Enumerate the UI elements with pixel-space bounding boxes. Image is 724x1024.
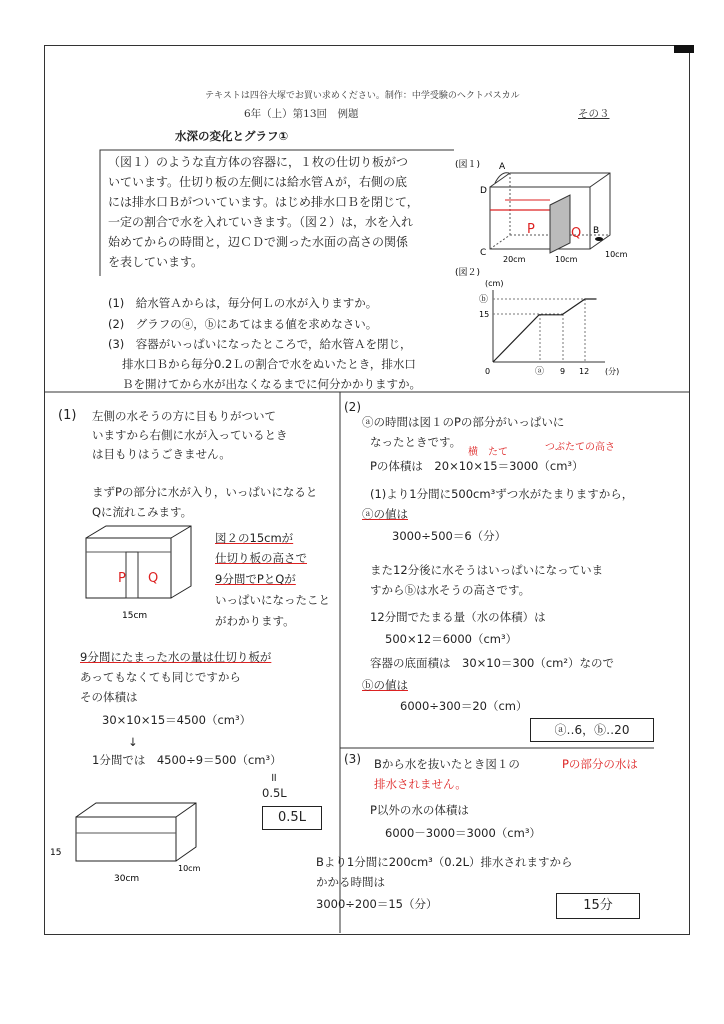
fig1-label-p: P [527, 222, 535, 237]
sol2-calc: 3000÷500＝6（分） [392, 529, 507, 543]
sol1-sketch-tank [78, 522, 208, 622]
figure-2-graph [455, 266, 655, 378]
sol3-line: Bから水を抜いたとき図１の [374, 757, 520, 771]
problem-line: を表しています。 [108, 255, 204, 269]
question-3-line3: Ｂを開けてから水が出なくなるまでに何分かかりますか。 [122, 377, 421, 391]
sol2-answer-box: ⓐ‥6，ⓑ‥20 [530, 718, 654, 742]
fig2-tick-9: 9 [560, 367, 566, 376]
figure-1-box-diagram [455, 155, 655, 270]
sol2-line: なったときです。 [370, 435, 462, 449]
fig2-unit-x: (分) [605, 367, 620, 376]
sol1-explain: 9分間にたまった水の量は仕切り板が [80, 650, 272, 664]
fig1-depth: 10cm [555, 255, 578, 264]
problem-line: 始めてからの時間と，辺ＣＤで測った水面の高さの関係 [108, 235, 409, 249]
sol2-line: ⓐの値は [362, 507, 408, 521]
sol1-sketch-depth: 10cm [178, 864, 201, 873]
fig1-label: (図１) [455, 160, 481, 170]
sol1-line: 左側の水そうの方に目もりがついて [92, 409, 276, 423]
sol1-line: Qに流れこみます。 [92, 505, 193, 519]
fig1-label-d: D [480, 186, 487, 196]
sol2-line: また12分後に水そうはいっぱいになっていま [370, 563, 604, 577]
sol1-conversion: 0.5L [262, 786, 287, 800]
sol2-line: ⓐの時間は図１のPの部分がいっぱいに [362, 415, 565, 429]
sol1-note: 図２の15cmが [215, 531, 294, 545]
sol1-note: 9分間でPとQが [215, 572, 296, 586]
question-3-line1: (3) 容器がいっぱいになったところで，給水管Ａを閉じ， [108, 337, 412, 351]
fig2-label-b: ⓑ [479, 295, 489, 305]
sol2-line: Pの体積は 20×10×15＝3000（cm³） [370, 459, 584, 473]
fig2-tick-12: 12 [579, 367, 590, 376]
fig2-unit-y: (cm) [485, 279, 504, 288]
sol1-line: まずPの部分に水が入り，いっぱいになると [92, 485, 318, 499]
sol3-calc: 6000－3000＝3000（cm³） [385, 826, 541, 840]
sol1-sketch-width: 30cm [114, 874, 140, 884]
fig1-label-a: A [499, 162, 506, 172]
sol3-answer-box: 15分 [556, 893, 640, 919]
sol1-line: は目もりはうごきません。 [92, 447, 231, 461]
sol1-note: がわかります。 [215, 614, 295, 628]
sol2-line: 容器の底面積は 30×10＝300（cm²）なので [370, 656, 614, 670]
sol1-arrow: ↓ [128, 735, 138, 749]
sol3-line: かかる時間は [316, 875, 385, 889]
sol2-line: ⓑの値は [362, 678, 408, 692]
sol1-answer-box: 0.5L [262, 806, 322, 830]
sol2-calc: 500×12＝6000（cm³） [385, 632, 518, 646]
page-title: 水深の変化とグラフ① [175, 129, 289, 143]
question-2: (2) グラフのⓐ，ⓑにあてはまる値を求めなさい。 [108, 317, 378, 331]
sol1-sketch-whole-tank [48, 795, 208, 885]
page-label: その３ [578, 108, 610, 120]
corner-mark [674, 45, 694, 53]
sol2-line: 12分間でたまる量（水の体積）は [370, 610, 546, 624]
sol1-note: いっぱいになったこと [215, 593, 330, 607]
sol1-sketch-height: 15 [50, 848, 62, 858]
sol2-number: (2) [344, 400, 361, 414]
sol1-calc: 1分間では 4500÷9＝500（cm³） [92, 753, 282, 767]
sol1-sketch-15: 15cm [122, 611, 148, 621]
sol1-note: 仕切り板の高さで [215, 551, 307, 565]
fig2-label-a: ⓐ [535, 367, 545, 377]
sol3-line: P以外の水の体積は [370, 803, 469, 817]
sol1-explain: その体積は [80, 690, 138, 704]
sol2-line: (1)より1分間に500cm³ずつ水がたまりますから， [370, 487, 634, 501]
sol1-explain: あってもなくても同じですから [80, 670, 241, 684]
problem-line: いています。仕切り板の左側には給水管Ａが，右側の底 [108, 175, 408, 189]
fig1-label-q: Q [571, 226, 582, 241]
fig2-label: (図２) [455, 268, 481, 278]
sol1-equals: ॥ [270, 770, 277, 784]
sol2-calc: 6000÷300＝20（cm） [400, 699, 528, 713]
fig2-tick-15: 15 [479, 310, 490, 319]
sol3-calc: 3000÷200＝15（分） [316, 897, 438, 911]
sol1-line: いますから右側に水が入っているとき [92, 428, 288, 442]
fig2-tick-0: 0 [485, 367, 491, 376]
sol2-tag: つぶたての高さ [545, 442, 615, 453]
sol1-number: (1) [58, 408, 77, 423]
problem-text [108, 152, 419, 272]
problem-line: （図１）のような直方体の容器に，１枚の仕切り板がつ [108, 155, 409, 169]
fig1-width: 20cm [503, 255, 526, 264]
credit-line: テキストは四谷大塚でお買い求めください。制作：中学受験のヘクトパスカル [205, 91, 520, 101]
problem-line: には排水口Ｂがついています。はじめ排水口Ｂを閉じて， [108, 195, 419, 209]
sol3-line-red: 排水されません。 [374, 777, 467, 791]
fig2-data-line [493, 299, 597, 362]
fig1-height: 10cm [605, 250, 628, 259]
question-3-line2: 排水口Ｂから毎分0.2Ｌの割合で水をぬいたとき，排水口 [122, 357, 416, 371]
sol3-number: (3) [344, 752, 361, 766]
fig1-label-c: C [480, 248, 487, 258]
sol3-line-red: Pの部分の水は [562, 757, 638, 771]
fig1-label-b: B [593, 226, 600, 236]
question-1: (1) 給水管Ａからは，毎分何Ｌの水が入りますか。 [108, 296, 378, 310]
sol3-line: Bより1分間に200cm³（0.2L）排水されますから [316, 855, 573, 869]
lesson-label: 6年（上）第13回 例題 [244, 108, 359, 120]
sol1-sketch-q: Q [148, 571, 159, 586]
sol2-line: すからⓑは水そうの高さです。 [370, 583, 531, 597]
sol2-tag: 横 たて [468, 447, 508, 458]
sol1-sketch-p: P [118, 571, 126, 586]
problem-line: 一定の割合で水を入れていきます。（図２）は，水を入れ [108, 215, 414, 229]
sol1-calc: 30×10×15＝4500（cm³） [102, 713, 252, 727]
